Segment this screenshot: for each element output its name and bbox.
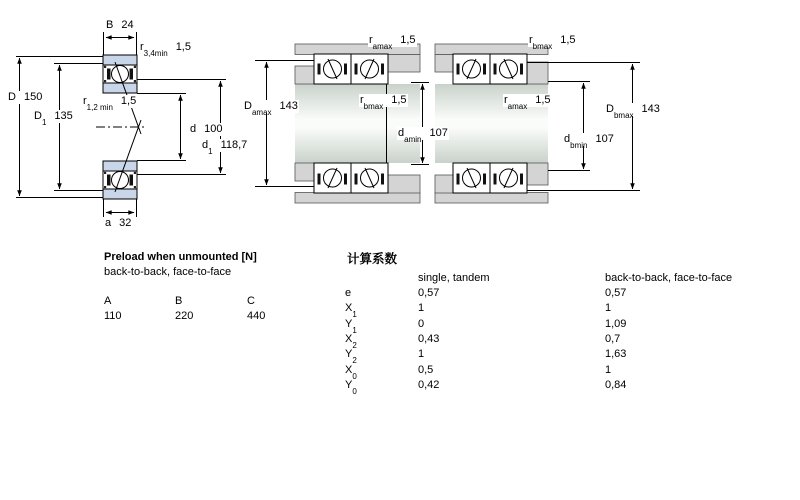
dim-label-r12min: $r_{1,2 min}1,5$	[83, 95, 137, 112]
calculation-factors-table	[345, 249, 775, 399]
back-to-back-figure	[295, 44, 420, 203]
dim-label-D1: $D_1135$	[34, 110, 73, 127]
factor-paired-value: 1,63	[605, 348, 627, 360]
preload-header-A: A	[104, 295, 112, 307]
preload-value-B: 220	[175, 310, 194, 322]
face-to-face-figure	[435, 44, 548, 203]
dim-label-Damax: $D_{amax}143$	[244, 100, 298, 117]
factor-single-value: 1	[418, 348, 425, 360]
preload-header-C: C	[247, 295, 255, 307]
factor-single-value: 1	[418, 302, 425, 314]
preload-table	[104, 251, 324, 331]
factor-paired-value: 1,09	[605, 318, 627, 330]
preload-value-A: 110	[104, 310, 122, 322]
factor-paired-value: 0,7	[605, 333, 621, 345]
factors-title: 计算系数	[347, 252, 398, 266]
factor-symbol: e	[345, 287, 352, 299]
dim-label-d1: $d_1118,7$	[202, 139, 248, 156]
factor-single-value: 0	[418, 318, 425, 330]
factor-symbol: $X_2$	[345, 333, 357, 350]
factor-paired-value: 0,57	[605, 287, 627, 299]
factor-symbol: $X_1$	[345, 302, 357, 319]
factor-symbol: $Y_1$	[345, 318, 357, 335]
dim-label-ramax-ftf: $r_{amax}1,5$	[504, 94, 551, 111]
factor-paired-value: 1	[605, 302, 612, 314]
dim-label-B: B 24	[106, 19, 134, 31]
dim-label-Dbmax: $D_{bmax}143$	[606, 103, 660, 120]
dim-label-rbmax-ftf: $r_{bmax}1,5$	[529, 34, 576, 51]
dim-label-dbmin: $d_{bmin}107$	[564, 133, 614, 150]
dim-label-rbmax-btb: $r_{bmax}1,5$	[360, 94, 407, 111]
factor-single-value: 0,43	[418, 333, 440, 345]
dim-label-ramax-btb: $r_{amax}1,5$	[369, 34, 416, 51]
factor-symbol: $X_0$	[345, 364, 357, 381]
factor-single-value: 0,57	[418, 287, 440, 299]
preload-subtitle: back-to-back, face-to-face	[104, 266, 232, 278]
dim-label-a: a 32	[105, 217, 132, 229]
factor-single-value: 0,5	[418, 364, 434, 376]
factor-symbol: $Y_2$	[345, 348, 357, 365]
dim-label-r34min: $r_{3,4min}1,5$	[140, 41, 191, 58]
dim-label-D: D 150	[8, 91, 43, 103]
factor-paired-value: 1	[605, 364, 612, 376]
dim-label-damin: $d_{amin}107$	[398, 127, 448, 144]
factor-symbol: $Y_0$	[345, 379, 357, 396]
factor-single-value: 0,42	[418, 379, 440, 391]
preload-title: Preload when unmounted [N]	[104, 251, 257, 263]
factor-paired-value: 0,84	[605, 379, 627, 391]
single-bearing-figure	[96, 55, 144, 199]
factors-header-paired: back-to-back, face-to-face	[605, 272, 733, 284]
preload-header-B: B	[175, 295, 183, 307]
dim-label-d: d 100	[190, 123, 223, 135]
preload-value-C: 440	[247, 310, 266, 322]
factors-header-single: single, tandem	[418, 272, 490, 284]
